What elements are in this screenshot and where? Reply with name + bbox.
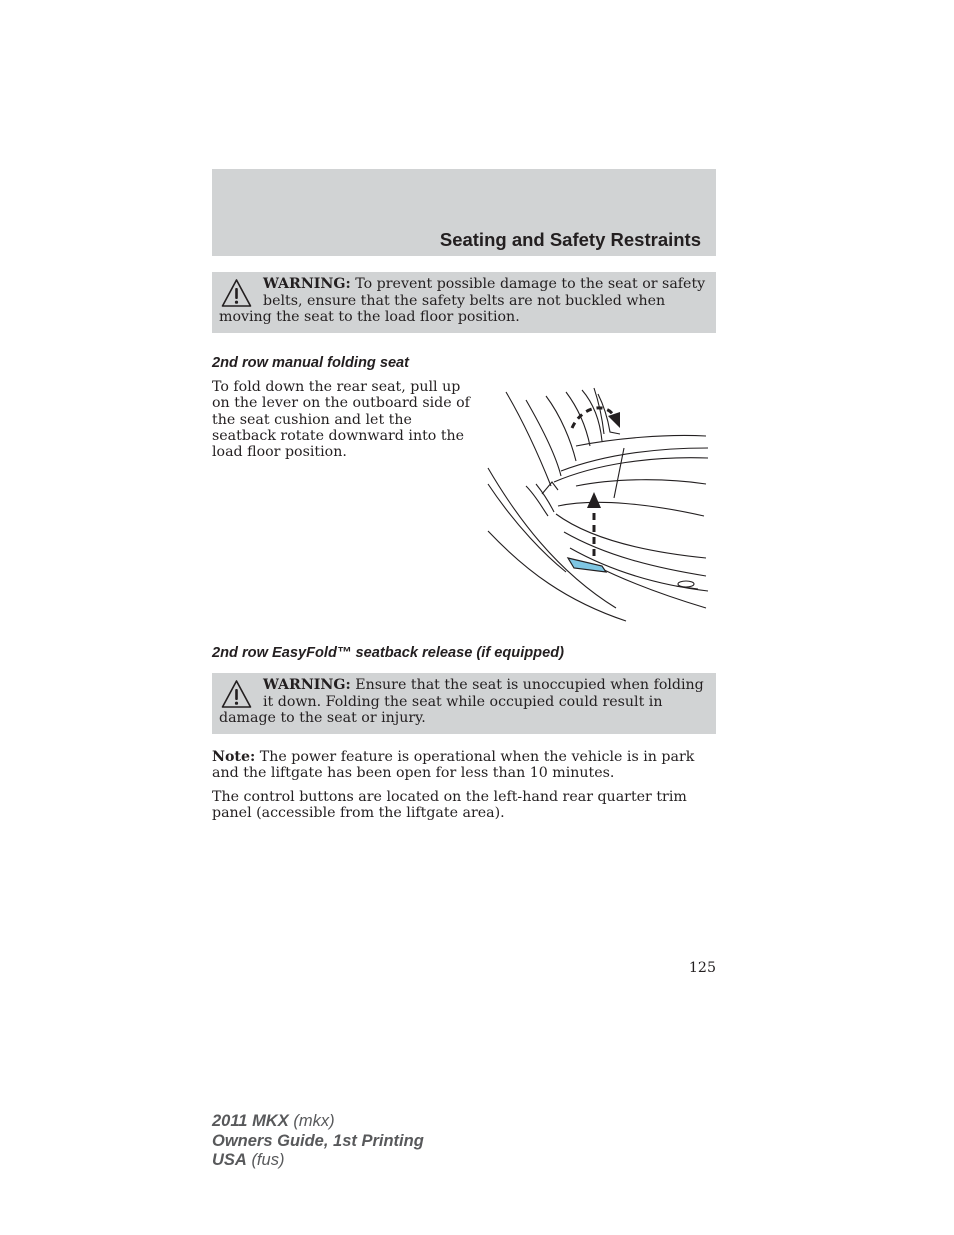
- warning-text: Ensure that the seat is unoccupied when folding it down. Folding the seat while occupied could result in damage to the seat or injury.: [219, 677, 704, 726]
- footer-model-code: (mkx): [293, 1112, 335, 1130]
- footer-guide: Owners Guide, 1st Printing: [212, 1131, 424, 1150]
- warning-box-1: [212, 272, 716, 333]
- footer-model-line: [212, 1112, 424, 1132]
- footer-model: 2011 MKX: [212, 1112, 289, 1130]
- page-number: 125: [688, 960, 716, 976]
- note-paragraph: [212, 749, 716, 782]
- footer-region-code: (fus): [251, 1151, 285, 1169]
- footer: [212, 1112, 424, 1171]
- section-title: Seating and Safety Restraints: [439, 229, 701, 250]
- note-text: The power feature is operational when the vehicle is in park and the liftgate has been open for less than 10 minutes.: [212, 749, 695, 782]
- section-header-band: [212, 169, 716, 256]
- section-heading-manual-folding: 2nd row manual folding seat: [212, 355, 410, 371]
- warning-triangle-icon: [221, 679, 252, 709]
- seat-folding-illustration: [486, 386, 710, 622]
- section-heading-easyfold: 2nd row EasyFold™ seatback release (if equipped): [212, 645, 564, 661]
- warning-box-2: [212, 673, 716, 734]
- warning-text: To prevent possible damage to the seat or safety belts, ensure that the safety belts are not buckled when moving the seat to the load floor position.: [219, 276, 706, 325]
- warning-label: WARNING:: [263, 276, 351, 292]
- footer-region: USA: [212, 1151, 247, 1169]
- warning-label: WARNING:: [263, 677, 351, 693]
- control-buttons-paragraph: The control buttons are located on the left-hand rear quarter trim panel (accessible from the liftgate area).: [212, 789, 687, 822]
- folding-instructions: To fold down the rear seat, pull up on the lever on the outboard side of the seat cushion and let the seatback rotate downward into the load floor position.: [212, 379, 470, 461]
- warning-triangle-icon: [221, 278, 252, 308]
- note-label: Note:: [212, 749, 256, 765]
- footer-region-line: [212, 1151, 424, 1171]
